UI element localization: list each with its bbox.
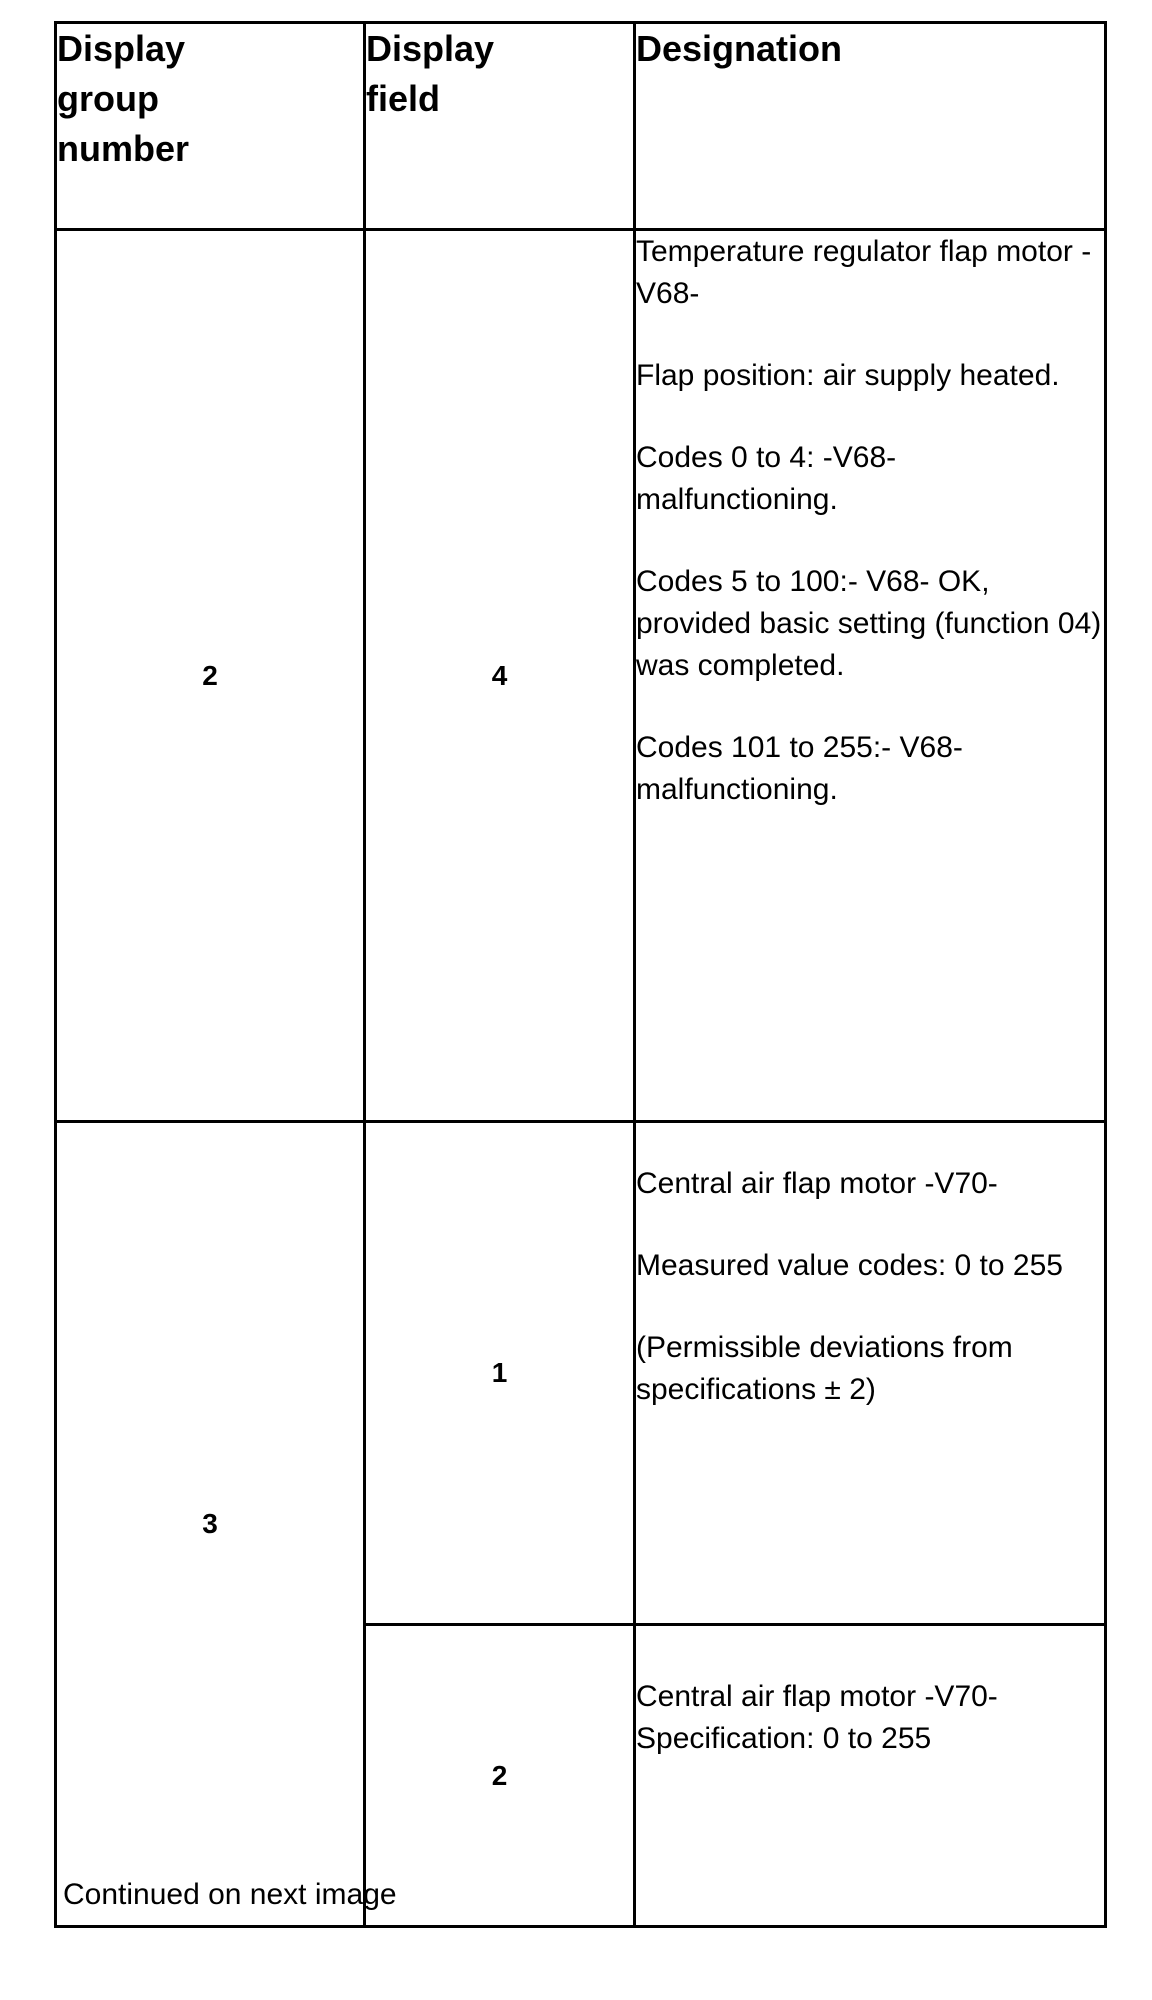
designation-text: Codes 5 to 100:- V68- OK, provided basic setting (function 04) was completed. [636,565,1102,682]
designation-text: Central air flap motor -V70- Specification: 0 to 255 [636,1680,998,1755]
display-field-cell: 2 [365,1625,635,1927]
designation-text: Temperature regulator flap motor -V68- [636,235,1092,310]
table-row [56,230,1106,1122]
display-group-table [54,21,1107,1928]
designation-cell [635,1625,1106,1927]
designation-text: Measured value codes: 0 to 255 [636,1249,1063,1282]
group-number-cell: 2 [56,230,365,1122]
designation-cell [635,1122,1106,1625]
display-field-cell: 1 [365,1122,635,1625]
designation-text: Central air flap motor -V70- [636,1167,998,1200]
header-col1-text: Display group number [57,28,190,169]
group-number-cell: 3 [56,1122,365,1927]
header-designation [635,23,1106,230]
designation-cell [635,230,1106,1122]
table-row [56,1122,1106,1625]
designation-text: Codes 101 to 255:- V68- malfunctioning. [636,731,963,806]
display-field-cell: 4 [365,230,635,1122]
table-header-row [56,23,1106,230]
header-display-field [365,23,635,230]
designation-text: Flap position: air supply heated. [636,359,1060,392]
header-col3-text: Designation [636,28,843,69]
header-display-group-number [56,23,365,230]
continued-note: Continued on next image [63,1878,397,1911]
designation-text: (Permissible deviations from specifications ± 2) [636,1331,1013,1406]
header-col2-text: Display field [366,28,495,119]
designation-text: Codes 0 to 4: -V68- malfunctioning. [636,441,897,516]
